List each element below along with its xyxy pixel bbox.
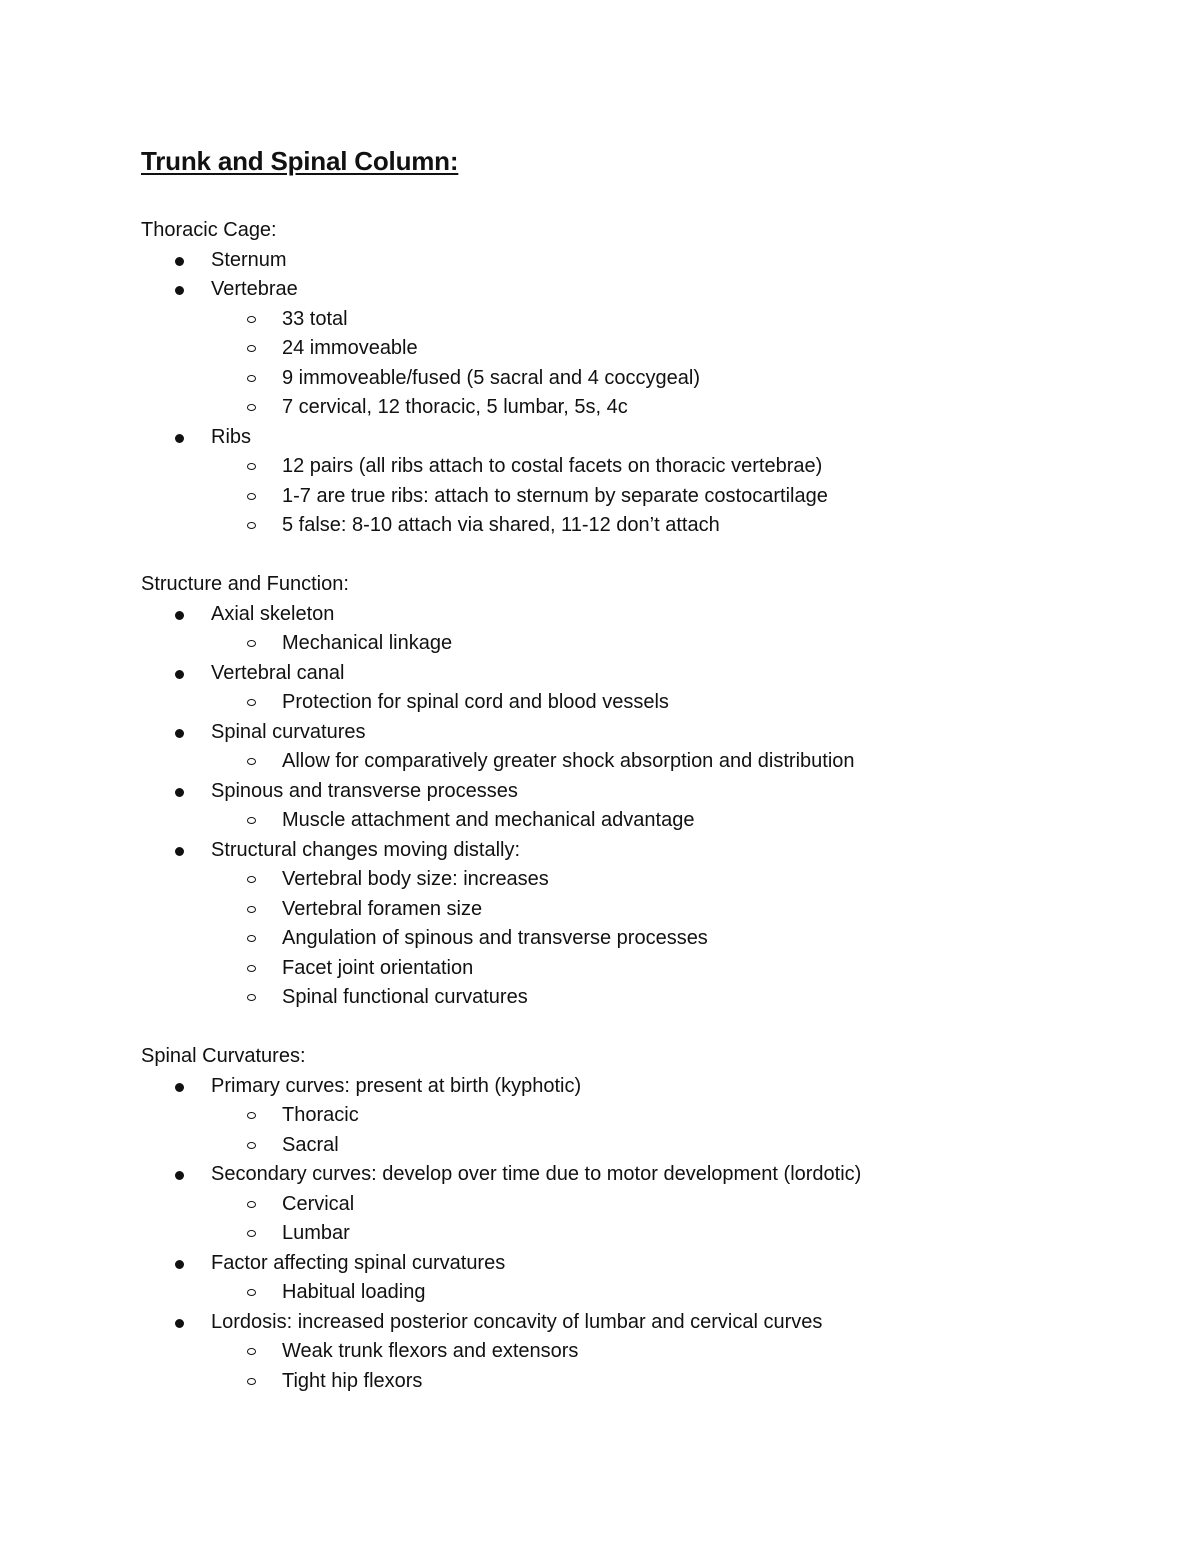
hollow-circle-bullet-icon bbox=[247, 991, 258, 1002]
sub-list-item-text: Thoracic bbox=[282, 1104, 359, 1126]
sub-list bbox=[141, 747, 1141, 777]
bullet-dot-icon bbox=[175, 434, 184, 443]
sub-list-item-text: Mechanical linkage bbox=[282, 632, 453, 654]
hollow-circle-bullet-icon bbox=[247, 313, 258, 324]
bullet-dot-icon bbox=[175, 257, 184, 266]
hollow-circle-bullet-icon bbox=[247, 637, 258, 648]
sub-list-item-text: Sacral bbox=[282, 1133, 339, 1156]
list-item bbox=[141, 246, 1141, 276]
sub-list-item-text: Weak trunk flexors and extensors bbox=[282, 1340, 579, 1362]
hollow-circle-bullet-icon bbox=[247, 519, 258, 530]
list-item-row bbox=[141, 1072, 1141, 1102]
sub-list-item bbox=[141, 983, 1141, 1013]
list-item bbox=[141, 1249, 1141, 1308]
bullet-dot-icon bbox=[175, 788, 184, 797]
list-item-text: Vertebrae bbox=[211, 278, 298, 300]
list-item bbox=[141, 1160, 1141, 1249]
section bbox=[141, 1042, 1141, 1396]
sub-list-item-text: 9 immoveable/fused (5 sacral and 4 coccygeal) bbox=[282, 366, 700, 389]
sub-list bbox=[141, 865, 1141, 1013]
hollow-circle-bullet-icon bbox=[247, 873, 258, 884]
sub-list bbox=[141, 1337, 1141, 1396]
document-title: Trunk and Spinal Column: bbox=[141, 146, 459, 176]
sub-list-item-row bbox=[141, 806, 1141, 836]
sub-list-item bbox=[141, 1219, 1141, 1249]
sub-list bbox=[141, 1101, 1141, 1160]
list-item-row bbox=[141, 718, 1141, 748]
sub-list-item-text: 7 cervical, 12 thoracic, 5 lumbar, 5s, 4c bbox=[282, 396, 628, 418]
sub-list-item-text: 24 immoveable bbox=[282, 337, 418, 359]
hollow-circle-bullet-icon bbox=[247, 903, 258, 914]
sub-list-item-row bbox=[141, 1131, 1141, 1161]
hollow-circle-bullet-icon bbox=[247, 932, 258, 943]
sub-list-item bbox=[141, 1131, 1141, 1161]
sub-list-item-row bbox=[141, 393, 1141, 423]
sub-list-item-row bbox=[141, 688, 1141, 718]
hollow-circle-bullet-icon bbox=[247, 490, 258, 501]
sub-list-item-text: Spinal functional curvatures bbox=[282, 986, 528, 1008]
bullet-dot-icon bbox=[175, 729, 184, 738]
sub-list-item-row bbox=[141, 1367, 1141, 1397]
hollow-circle-bullet-icon bbox=[247, 372, 258, 383]
list-item-row bbox=[141, 777, 1141, 807]
sub-list-item bbox=[141, 1101, 1141, 1131]
list-item bbox=[141, 777, 1141, 836]
sub-list-item bbox=[141, 1367, 1141, 1397]
hollow-circle-bullet-icon bbox=[247, 1109, 258, 1120]
bullet-dot-icon bbox=[175, 1319, 184, 1328]
sub-list-item-row bbox=[141, 334, 1141, 364]
sub-list bbox=[141, 1190, 1141, 1249]
sub-list-item-row bbox=[141, 482, 1141, 512]
sub-list-item bbox=[141, 1337, 1141, 1367]
bullet-dot-icon bbox=[175, 1171, 184, 1180]
hollow-circle-bullet-icon bbox=[247, 1286, 258, 1297]
sub-list-item-row bbox=[141, 895, 1141, 925]
sub-list-item bbox=[141, 1278, 1141, 1308]
sub-list-item bbox=[141, 334, 1141, 364]
list-item-row bbox=[141, 836, 1141, 866]
sub-list-item-text: Tight hip flexors bbox=[282, 1369, 423, 1392]
hollow-circle-bullet-icon bbox=[247, 755, 258, 766]
sub-list-item-row bbox=[141, 1190, 1141, 1220]
list-item-text: Vertebral canal bbox=[211, 661, 345, 684]
section-heading: Thoracic Cage: bbox=[141, 219, 277, 241]
sub-list-item-row bbox=[141, 364, 1141, 394]
sub-list-item bbox=[141, 482, 1141, 512]
sub-list-item bbox=[141, 747, 1141, 777]
list-item-text: Factor affecting spinal curvatures bbox=[211, 1251, 506, 1274]
section bbox=[141, 216, 1141, 541]
document-page bbox=[141, 144, 1141, 1426]
sub-list-item-row bbox=[141, 1101, 1141, 1131]
bullet-dot-icon bbox=[175, 1260, 184, 1269]
sub-list-item-row bbox=[141, 1337, 1141, 1367]
sub-list-item-text: 33 total bbox=[282, 307, 348, 330]
sub-list-item bbox=[141, 954, 1141, 984]
section bbox=[141, 570, 1141, 1013]
bullet-dot-icon bbox=[175, 1083, 184, 1092]
hollow-circle-bullet-icon bbox=[247, 1375, 258, 1386]
list-item bbox=[141, 718, 1141, 777]
bullet-list bbox=[141, 600, 1141, 1013]
sub-list-item-text: 1-7 are true ribs: attach to sternum by separate costocartilage bbox=[282, 484, 828, 507]
sub-list-item bbox=[141, 629, 1141, 659]
hollow-circle-bullet-icon bbox=[247, 342, 258, 353]
sub-list-item bbox=[141, 688, 1141, 718]
sub-list-item-row bbox=[141, 511, 1141, 541]
sections-container bbox=[141, 216, 1141, 1396]
sub-list-item bbox=[141, 806, 1141, 836]
sub-list-item-row bbox=[141, 865, 1141, 895]
sub-list-item-row bbox=[141, 1278, 1141, 1308]
sub-list-item-row bbox=[141, 924, 1141, 954]
sub-list-item-text: Cervical bbox=[282, 1192, 355, 1215]
hollow-circle-bullet-icon bbox=[247, 401, 258, 412]
list-item-row bbox=[141, 275, 1141, 305]
list-item-text: Lordosis: increased posterior concavity of lumbar and cervical curves bbox=[211, 1310, 823, 1333]
list-item-row bbox=[141, 1249, 1141, 1279]
sub-list bbox=[141, 688, 1141, 718]
list-item-text: Spinous and transverse processes bbox=[211, 779, 518, 802]
sub-list-item-row bbox=[141, 1219, 1141, 1249]
list-item bbox=[141, 1308, 1141, 1397]
list-item-row bbox=[141, 659, 1141, 689]
sub-list-item bbox=[141, 511, 1141, 541]
sub-list-item bbox=[141, 924, 1141, 954]
hollow-circle-bullet-icon bbox=[247, 696, 258, 707]
list-item bbox=[141, 423, 1141, 541]
list-item-text: Secondary curves: develop over time due to motor development (lordotic) bbox=[211, 1163, 862, 1185]
list-item-row bbox=[141, 246, 1141, 276]
bullet-dot-icon bbox=[175, 847, 184, 856]
list-item bbox=[141, 600, 1141, 659]
sub-list-item-text: Protection for spinal cord and blood vessels bbox=[282, 691, 669, 713]
list-item-row bbox=[141, 423, 1141, 453]
hollow-circle-bullet-icon bbox=[247, 1139, 258, 1150]
list-item-text: Axial skeleton bbox=[211, 602, 335, 625]
bullet-list bbox=[141, 1072, 1141, 1397]
sub-list-item bbox=[141, 865, 1141, 895]
bullet-list bbox=[141, 246, 1141, 541]
hollow-circle-bullet-icon bbox=[247, 1345, 258, 1356]
list-item-text: Primary curves: present at birth (kyphotic) bbox=[211, 1074, 582, 1097]
list-item bbox=[141, 275, 1141, 423]
sub-list-item-row bbox=[141, 452, 1141, 482]
hollow-circle-bullet-icon bbox=[247, 962, 258, 973]
list-item-text: Ribs bbox=[211, 425, 252, 448]
section-heading: Structure and Function: bbox=[141, 573, 349, 595]
sub-list bbox=[141, 629, 1141, 659]
hollow-circle-bullet-icon bbox=[247, 1198, 258, 1209]
hollow-circle-bullet-icon bbox=[247, 460, 258, 471]
sub-list-item-row bbox=[141, 747, 1141, 777]
sub-list-item-text: Vertebral body size: increases bbox=[282, 868, 549, 890]
sub-list-item bbox=[141, 393, 1141, 423]
sub-list bbox=[141, 806, 1141, 836]
hollow-circle-bullet-icon bbox=[247, 814, 258, 825]
sub-list-item-text: Lumbar bbox=[282, 1222, 350, 1244]
sub-list bbox=[141, 305, 1141, 423]
sub-list-item-row bbox=[141, 983, 1141, 1013]
sub-list-item bbox=[141, 895, 1141, 925]
sub-list bbox=[141, 1278, 1141, 1308]
bullet-dot-icon bbox=[175, 611, 184, 620]
hollow-circle-bullet-icon bbox=[247, 1227, 258, 1238]
sub-list-item-row bbox=[141, 629, 1141, 659]
list-item-row bbox=[141, 600, 1141, 630]
list-item-text: Sternum bbox=[211, 248, 287, 271]
section-heading: Spinal Curvatures: bbox=[141, 1045, 306, 1067]
sub-list bbox=[141, 452, 1141, 541]
list-item-text: Spinal curvatures bbox=[211, 720, 366, 743]
sub-list-item-text: Muscle attachment and mechanical advantage bbox=[282, 809, 695, 831]
bullet-dot-icon bbox=[175, 286, 184, 295]
sub-list-item-row bbox=[141, 954, 1141, 984]
list-item-text: Structural changes moving distally: bbox=[211, 838, 521, 861]
list-item-row bbox=[141, 1308, 1141, 1338]
sub-list-item-text: Vertebral foramen size bbox=[282, 897, 483, 920]
sub-list-item-text: Angulation of spinous and transverse processes bbox=[282, 927, 708, 949]
sub-list-item bbox=[141, 452, 1141, 482]
bullet-dot-icon bbox=[175, 670, 184, 679]
list-item bbox=[141, 836, 1141, 1013]
list-item bbox=[141, 659, 1141, 718]
sub-list-item bbox=[141, 305, 1141, 335]
sub-list-item-text: Facet joint orientation bbox=[282, 956, 474, 979]
sub-list-item bbox=[141, 364, 1141, 394]
list-item-row bbox=[141, 1160, 1141, 1190]
list-item bbox=[141, 1072, 1141, 1161]
sub-list-item bbox=[141, 1190, 1141, 1220]
sub-list-item-text: Allow for comparatively greater shock absorption and distribution bbox=[282, 750, 855, 772]
sub-list-item-text: 5 false: 8-10 attach via shared, 11-12 don’t attach bbox=[282, 514, 720, 536]
sub-list-item-row bbox=[141, 305, 1141, 335]
sub-list-item-text: 12 pairs (all ribs attach to costal facets on thoracic vertebrae) bbox=[282, 455, 823, 477]
sub-list-item-text: Habitual loading bbox=[282, 1281, 426, 1303]
